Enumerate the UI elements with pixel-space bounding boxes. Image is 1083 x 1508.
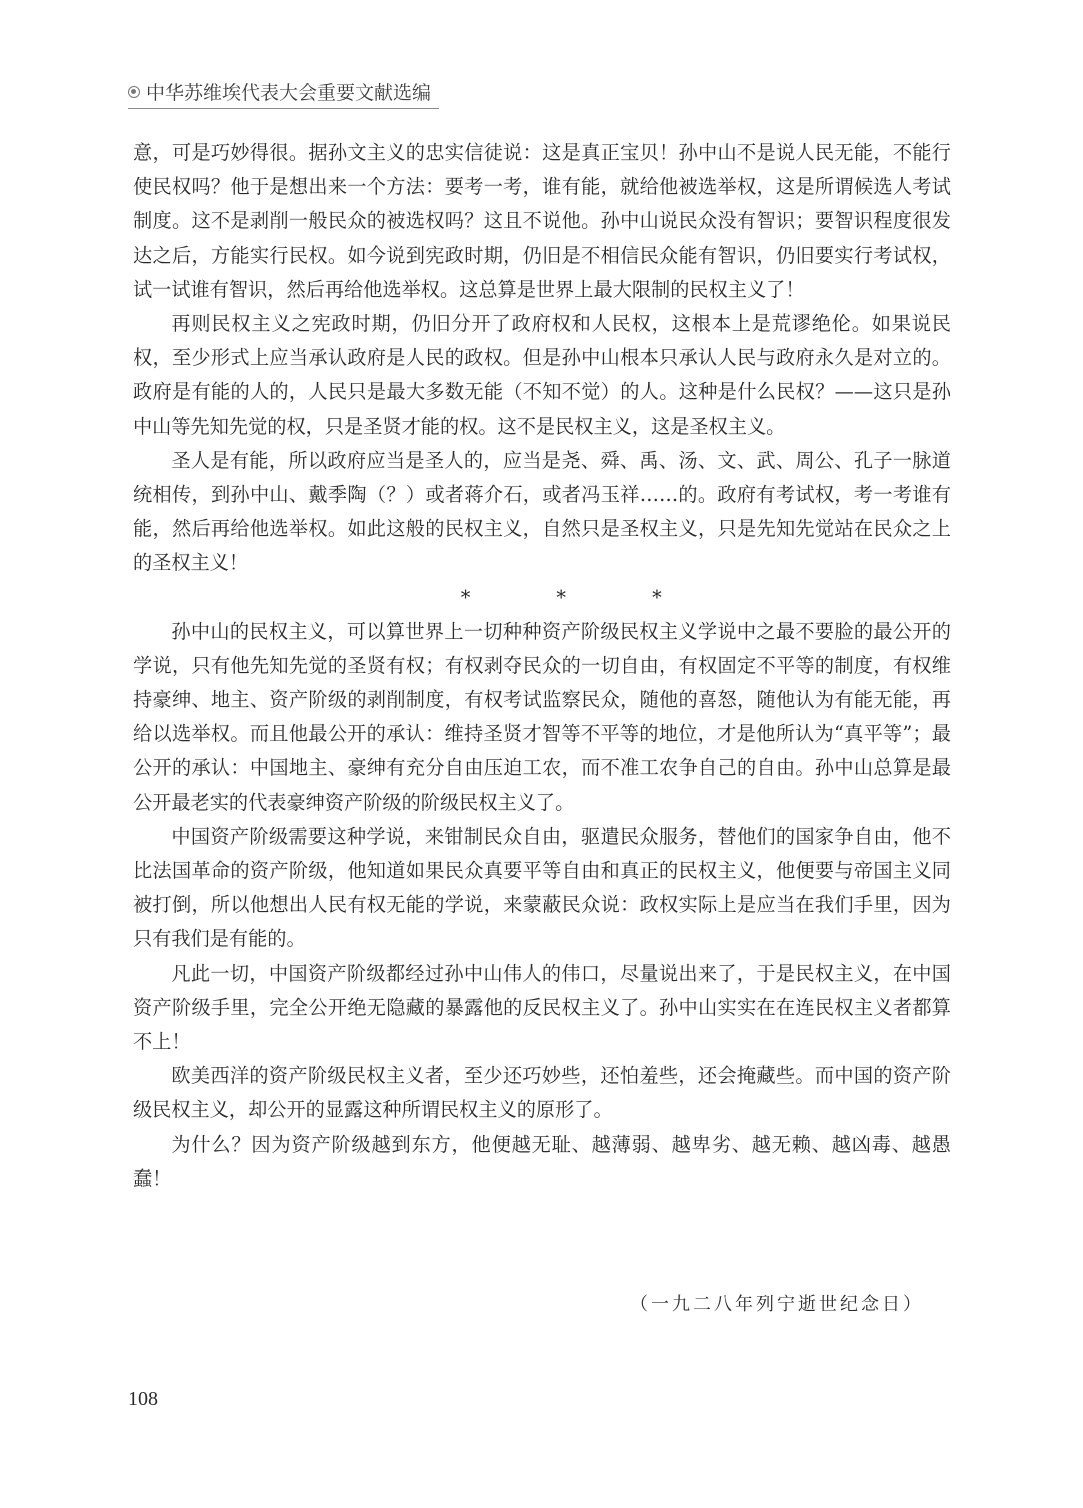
paragraph: 再则民权主义之宪政时期，仍旧分开了政府权和人民权，这根本上是荒谬绝伦。如果说民权，至少形式上应当承认政府是人民的政权。但是孙中山根本只承认人民与政府永久是对立的。政府是有能的人的，人民只是最大多数无能（不知不觉）的人。这种是什么民权？——这只是孙中山等先知先觉的权，只是圣贤才能的权。这不是民权主义，这是圣权主义。: [133, 312, 951, 438]
closing-date-note: （一九二八年列宁逝世纪念日）: [630, 1294, 924, 1315]
paragraph: 凡此一切，中国资产阶级都经过孙中山伟人的伟口，尽量说出来了，于是民权主义，在中国资产阶级手里，完全公开绝无隐藏的暴露他的反民权主义了。孙中山实实在在连民权主义者都算不上！: [133, 961, 951, 1054]
paragraph: 意，可是巧妙得很。据孙文主义的忠实信徒说：这是真正宝贝！孙中山不是说人民无能，不能行使民权吗？他于是想出来一个方法：要考一考，谁有能，就给他被选举权，这是所谓候选人考试制度。这不是剥削一般民众的被选权吗？这且不说他。孙中山说民众没有智识；要智识程度很发达之后，方能实行民权。如今说到宪政时期，仍旧是不相信民众能有智识，仍旧要实行考试权，试一试谁有智识，然后再给他选举权。这总算是世界上最大限制的民权主义了！: [133, 141, 951, 301]
page-number: 108: [128, 1388, 158, 1410]
section-separator: * * *: [460, 585, 702, 609]
circle-dot-icon: [128, 86, 140, 98]
paragraph: 欧美西洋的资产阶级民权主义者，至少还巧妙些，还怕羞些，还会掩藏些。而中国的资产阶级民权主义，却公开的显露这种所谓民权主义的原形了。: [133, 1064, 951, 1122]
paragraph: 孙中山的民权主义，可以算世界上一切种种资产阶级民权主义学说中之最不要脸的最公开的学说，只有他先知先觉的圣贤有权；有权剥夺民众的一切自由，有权固定不平等的制度，有权维持豪绅、地主、资产阶级的剥削制度，有权考试监察民众，随他的喜怒，随他认为有能无能，再给以选举权。而且他最公开的承认：维持圣贤才智等不平等的地位，才是他所认为“真平等”；最公开的承认：中国地主、豪绅有充分自由压迫工农，而不准工农争自己的自由。孙中山总算是最公开最老实的代表豪绅资产阶级的阶级民权主义了。: [133, 619, 951, 814]
paragraph: 中国资产阶级需要这种学说，来钳制民众自由，驱遣民众服务，替他们的国家争自由，他不比法国革命的资产阶级，他知道如果民众真要平等自由和真正的民权主义，他便要与帝国主义同被打倒，所以他想出人民有权无能的学说，来蒙蔽民众说：政权实际上是应当在我们手里，因为只有我们是有能的。: [133, 824, 951, 951]
paragraph: 圣人是有能，所以政府应当是圣人的，应当是尧、舜、禹、汤、文、武、周公、孔子一脉道统相传，到孙中山、戴季陶（？）或者蒋介石，或者冯玉祥……的。政府有考试权，考一考谁有能，然后再给他选举权。如此这般的民权主义，自然只是圣权主义，只是先知先觉站在民众之上的圣权主义！: [133, 448, 951, 575]
running-header: [128, 78, 439, 109]
paragraph: 为什么？因为资产阶级越到东方，他便越无耻、越薄弱、越卑劣、越无赖、越凶毒、越愚蠢！: [133, 1132, 951, 1190]
header-title: 中华苏维埃代表大会重要文献选编: [146, 82, 432, 104]
body-text: [133, 136, 951, 1196]
